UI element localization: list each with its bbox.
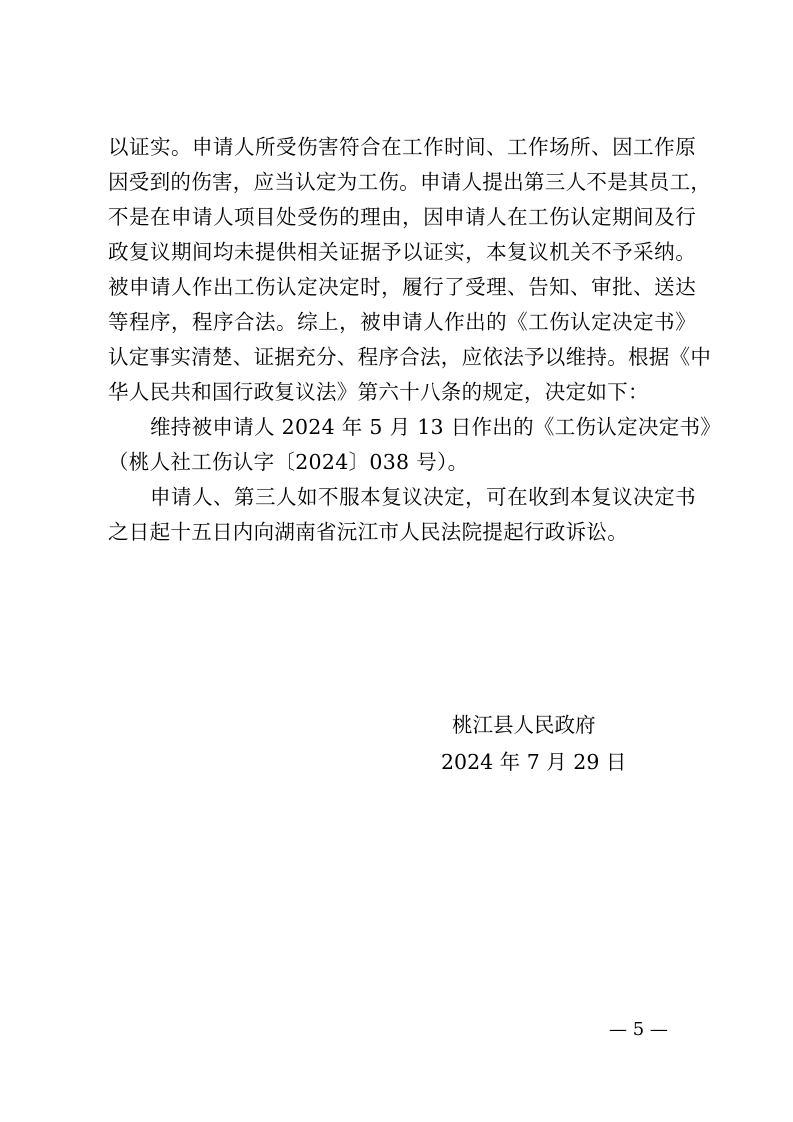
text-line: 认定事实清楚、证据充分、程序合法，应依法予以维持。根据《中 — [108, 345, 712, 369]
text-line: 被申请人作出工伤认定决定时，履行了受理、告知、审批、送达 — [108, 275, 696, 299]
page-number: — 5 — — [609, 1019, 668, 1040]
text-line: 政复议期间均未提供相关证据予以证实，本复议机关不予采纳。 — [108, 240, 696, 264]
text-line: 华人民共和国行政复议法》第六十八条的规定，决定如下： — [108, 380, 649, 404]
paragraph-appeal-rights — [108, 480, 696, 550]
signature-block — [441, 707, 627, 781]
text-line: 等程序，程序合法。综上，被申请人作出的《工伤认定决定书》 — [108, 310, 696, 334]
text-line: 不是在申请人项目处受伤的理由，因申请人在工伤认定期间及行 — [108, 205, 696, 229]
issuing-organization: 桃江县人民政府 — [452, 713, 596, 737]
issue-date: 2024 年 7 月 29 日 — [441, 750, 627, 774]
text-line: 以证实。申请人所受伤害符合在工作时间、工作场所、因工作原 — [108, 135, 696, 159]
paragraph-decision — [108, 410, 722, 480]
text-line: 维持被申请人 2024 年 5 月 13 日作出的《工伤认定决定书》 — [150, 415, 722, 439]
text-line: 之日起十五日内向湖南省沅江市人民法院提起行政诉讼。 — [108, 520, 628, 544]
text-line: 因受到的伤害，应当认定为工伤。申请人提出第三人不是其员工， — [108, 170, 712, 194]
document-body — [108, 130, 722, 550]
text-line: （桃人社工伤认字〔2024〕038 号）。 — [108, 450, 469, 474]
text-line: 申请人、第三人如不服本复议决定，可在收到本复议决定书 — [150, 485, 696, 509]
paragraph-conclusion — [108, 130, 712, 410]
